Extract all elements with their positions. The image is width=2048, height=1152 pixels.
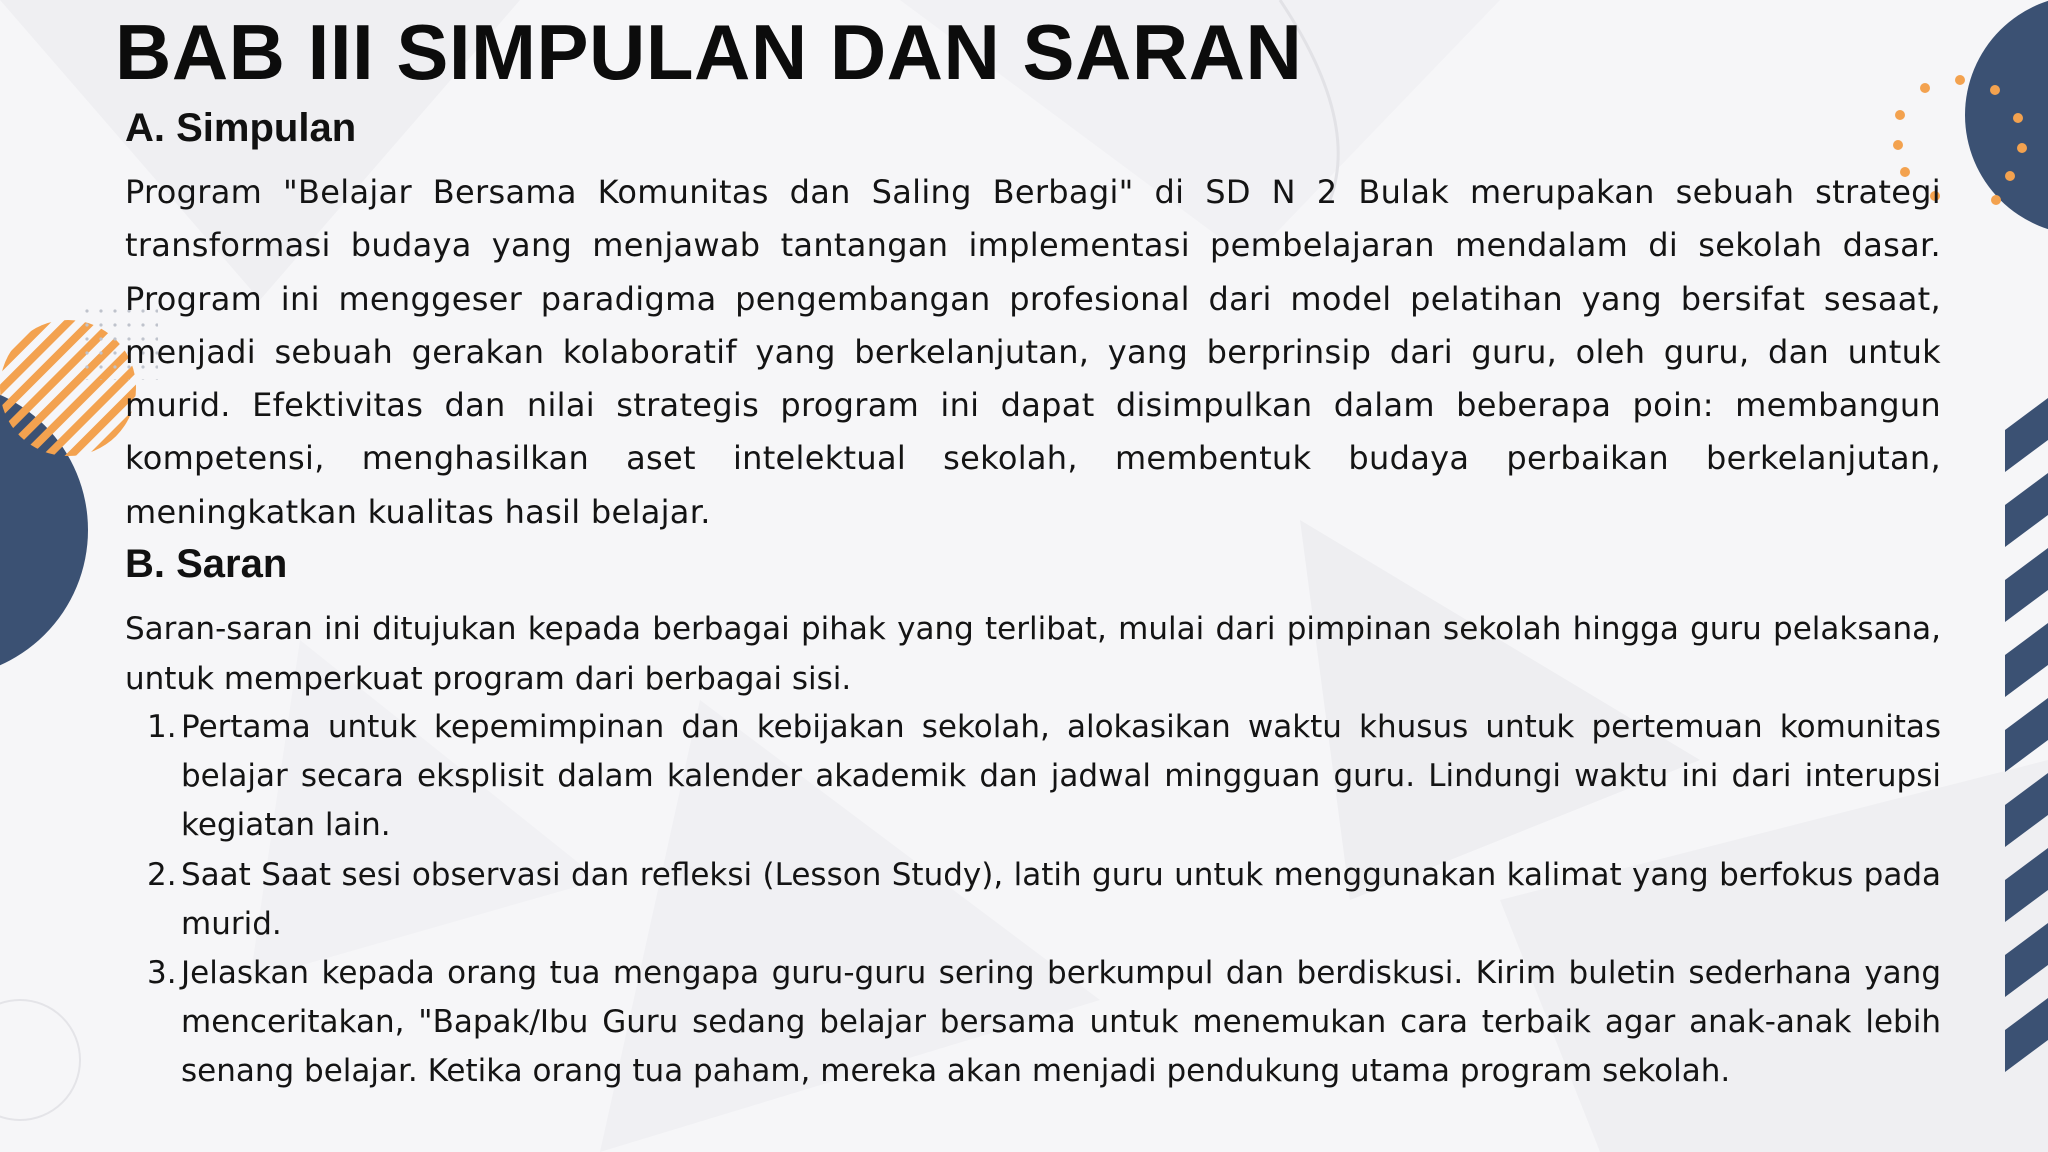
saran-item-1 [125, 703, 1941, 851]
saran-item-2 [125, 851, 1941, 949]
section-heading-saran: B. Saran [125, 542, 288, 586]
saran-item-number: 2. [147, 856, 177, 893]
simpulan-paragraph: Program "Belajar Bersama Komunitas dan Saling Berbagi" di SD N 2 Bulak merupakan sebuah strategi transformasi budaya yang menjawab tantangan implementasi pembelajaran mendalam di sekolah dasar. Program ini menggeser paradigma pengembangan profesional dari model pelatihan yang bersifat sesaat, menjadi sebuah gerakan kolaboratif yang berkelanjutan, yang berprinsip dari guru, oleh guru, dan untuk murid. Efektivitas dan nilai strategis program ini dapat disimpulkan dalam beberapa poin: membangun kompetensi, menghasilkan aset intelektual sekolah, membentuk budaya perbaikan berkelanjutan, meningkatkan kualitas hasil belajar. [125, 173, 1941, 531]
saran-item-text: Jelaskan kepada orang tua mengapa guru-guru sering berkumpul dan berdiskusi. Kirim buletin sederhana yang menceritakan, "Bapak/Ibu Guru sedang belajar bersama untuk menemukan cara terbaik agar anak-anak lebih senang belajar. Ketika orang tua paham, mereka akan menjadi pendukung utama program sekolah. [181, 955, 1941, 1090]
saran-list [125, 703, 1941, 1097]
section-heading-simpulan: A. Simpulan [125, 106, 357, 150]
navy-diagonal-stripes [2005, 398, 2048, 1072]
navy-circle-top-right [1965, 0, 2048, 235]
slide-title: BAB III SIMPULAN DAN SARAN [115, 8, 1303, 96]
saran-item-text: Saat Saat sesi observasi dan refleksi (Lesson Study), latih guru untuk menggunakan kalimat yang berfokus pada murid. [181, 856, 1941, 942]
saran-intro-paragraph: Saran-saran ini ditujukan kepada berbagai pihak yang terlibat, mulai dari pimpinan sekolah hingga guru pelaksana, untuk memperkuat program dari berbagai sisi. [125, 611, 1941, 697]
saran-item-number: 1. [147, 709, 177, 745]
saran-item-text: Pertama untuk kepemimpinan dan kebijakan sekolah, alokasikan waktu khusus untuk pertemuan komunitas belajar secara eksplisit dalam kalender akademik dan jadwal mingguan guru. Lindungi waktu ini dari interupsi kegiatan lain. [181, 709, 1941, 844]
saran-item-number: 3. [147, 955, 177, 992]
saran-item-3 [125, 949, 1941, 1097]
